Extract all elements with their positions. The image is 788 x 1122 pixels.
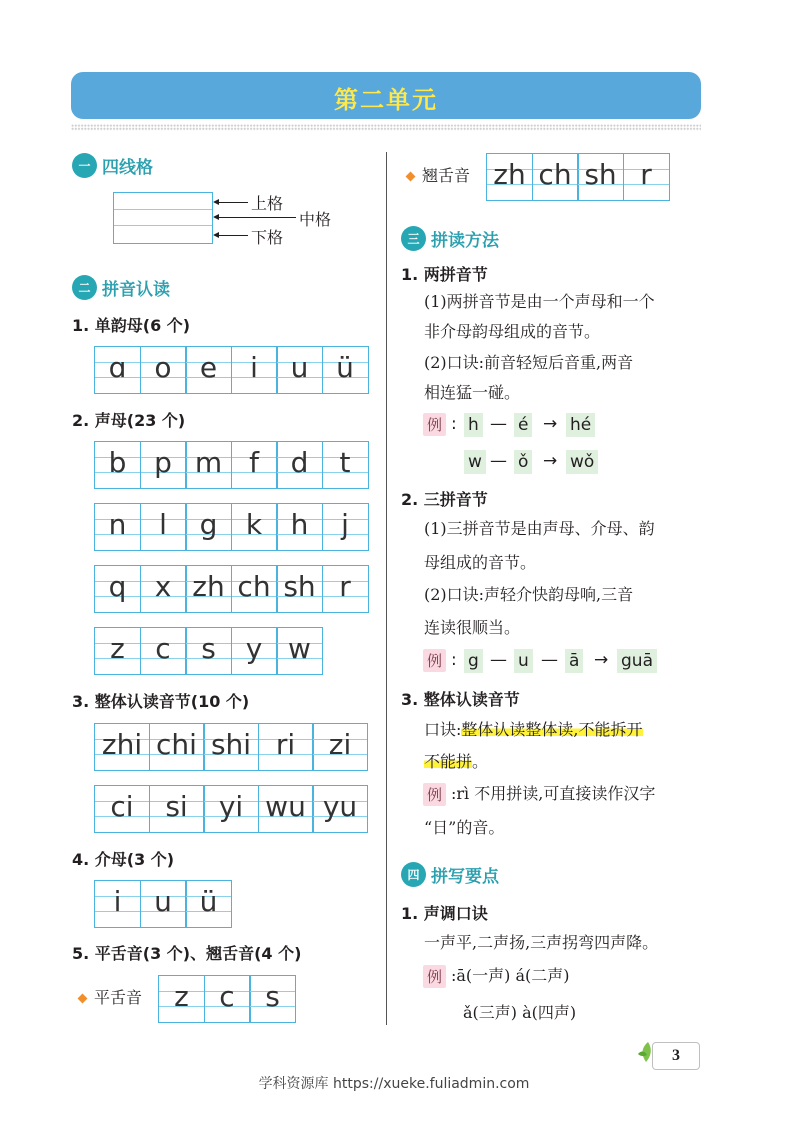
letter-cell: t xyxy=(322,441,369,489)
section-4-heading xyxy=(401,862,499,887)
letter-cell: j xyxy=(322,503,369,551)
letter-cell: i xyxy=(231,346,278,394)
retroflex-row xyxy=(486,153,670,201)
two-part-p2b: 相连猛一碰。 xyxy=(424,383,521,402)
whole-read-rhyme-line1 xyxy=(424,720,643,740)
pinyin-chip: ǒ xyxy=(514,450,532,474)
medials-heading: 4. 介母(3 个) xyxy=(72,850,175,869)
whole-syllables-heading: 3. 整体认读音节(10 个) xyxy=(72,692,250,711)
letter-cell: c xyxy=(204,975,251,1023)
section-1-heading xyxy=(72,153,153,178)
letter-cell: ch xyxy=(532,153,579,201)
letter-cell: b xyxy=(94,441,141,489)
tone-example-2: ǎ(三声) à(四声) xyxy=(463,1003,577,1022)
unit-title: 第二单元 xyxy=(334,86,438,114)
section-4-badge: 四 xyxy=(401,862,426,887)
letter-cell: sh xyxy=(276,565,323,613)
pinyin-chip: g xyxy=(464,649,483,673)
pinyin-dash: — xyxy=(490,414,507,434)
letter-cell: h xyxy=(276,503,323,551)
arrow-lower xyxy=(218,235,248,236)
rhyme-highlight-1: 整体认读整体读,不能拆开 xyxy=(461,720,643,739)
three-part-heading: 2. 三拼音节 xyxy=(401,490,488,509)
syllable-cell: ri xyxy=(258,723,314,771)
label-upper: 上格 xyxy=(251,194,284,213)
rhyme-prefix: 口诀: xyxy=(424,720,462,739)
pinyin-chip: w xyxy=(464,450,486,474)
three-part-p4a: (2)口诀:声轻介快韵母响,三音 xyxy=(424,585,634,604)
letter-cell: o xyxy=(140,346,187,394)
letter-cell: w xyxy=(276,627,323,675)
letter-cell: z xyxy=(94,627,141,675)
arrow-middle xyxy=(218,217,296,218)
three-part-p3b: 母组成的音节。 xyxy=(424,553,537,572)
medials-row xyxy=(94,880,232,928)
section-3-heading xyxy=(401,226,499,251)
initials-row-2 xyxy=(94,503,369,551)
example-colon: : xyxy=(451,414,457,434)
pinyin-dash: — xyxy=(490,650,507,670)
example-tag: 例 xyxy=(423,413,446,436)
letter-cell: zh xyxy=(486,153,533,201)
letter-cell: z xyxy=(158,975,205,1023)
section-3-title: 拼读方法 xyxy=(431,231,499,251)
letter-cell: l xyxy=(140,503,187,551)
letter-cell: ɑ xyxy=(94,346,141,394)
whole-syllables-row-2 xyxy=(94,785,368,833)
letter-cell: zh xyxy=(185,565,232,613)
flat-tongue-row xyxy=(158,975,296,1023)
label-lower: 下格 xyxy=(251,228,284,247)
section-2-badge: 二 xyxy=(72,275,97,300)
vowels-row xyxy=(94,346,369,394)
whole-read-rhyme-line2 xyxy=(424,752,488,772)
letter-cell: r xyxy=(623,153,670,201)
syllable-cell: yu xyxy=(312,785,368,833)
initials-row-4 xyxy=(94,627,323,675)
pinyin-chip: ā xyxy=(565,649,583,673)
syllable-cell: shi xyxy=(203,723,259,771)
tone-heading: 1. 声调口诀 xyxy=(401,904,488,923)
page-number: 3 xyxy=(652,1042,700,1070)
pinyin-arrow: → xyxy=(543,451,558,471)
example-tag: 例 xyxy=(423,649,446,672)
whole-read-heading: 3. 整体认读音节 xyxy=(401,690,520,709)
letter-cell: n xyxy=(94,503,141,551)
flat-tongue-label: 平舌音 xyxy=(94,988,143,1007)
syllable-cell: wu xyxy=(258,785,314,833)
example-tag: 例 xyxy=(423,783,446,806)
whole-syllables-row-1 xyxy=(94,723,368,771)
syllable-cell: zhi xyxy=(94,723,150,771)
letter-cell: g xyxy=(185,503,232,551)
pinyin-arrow: → xyxy=(594,650,609,670)
example-colon: : xyxy=(451,650,457,670)
unit-banner xyxy=(71,72,701,119)
initials-row-3 xyxy=(94,565,369,613)
letter-cell: u xyxy=(276,346,323,394)
example-tag: 例 xyxy=(423,965,446,988)
syllable-cell: yi xyxy=(203,785,259,833)
three-part-p3a: (1)三拼音节是由声母、介母、韵 xyxy=(424,519,655,538)
flat-retro-heading: 5. 平舌音(3 个)、翘舌音(4 个) xyxy=(72,944,302,963)
arrow-upper xyxy=(218,202,248,203)
pinyin-chip: u xyxy=(514,649,533,673)
letter-cell: p xyxy=(140,441,187,489)
letter-cell: x xyxy=(140,565,187,613)
letter-cell: r xyxy=(322,565,369,613)
label-middle: 中格 xyxy=(299,210,332,229)
letter-cell: ch xyxy=(231,565,278,613)
pinyin-arrow: → xyxy=(543,414,558,434)
syllable-cell: chi xyxy=(149,723,205,771)
pinyin-chip: guā xyxy=(617,649,657,673)
letter-cell: d xyxy=(276,441,323,489)
letter-cell: c xyxy=(140,627,187,675)
four-line-grid xyxy=(113,192,213,244)
dotted-divider xyxy=(71,124,701,131)
initials-row-1 xyxy=(94,441,369,489)
section-4-title: 拼写要点 xyxy=(431,867,499,887)
letter-cell: y xyxy=(231,627,278,675)
rhyme-highlight-2: 不能拼 xyxy=(424,752,473,771)
letter-cell: sh xyxy=(577,153,624,201)
letter-cell: q xyxy=(94,565,141,613)
pinyin-chip: é xyxy=(514,413,532,437)
initials-heading: 2. 声母(23 个) xyxy=(72,411,186,430)
three-part-p4b: 连读很顺当。 xyxy=(424,618,521,637)
tone-rhyme: 一声平,二声扬,三声拐弯四声降。 xyxy=(424,933,659,952)
letter-cell: u xyxy=(140,880,187,928)
retroflex-label: 翘舌音 xyxy=(422,166,471,185)
section-3-badge: 三 xyxy=(401,226,426,251)
pinyin-dash: — xyxy=(490,451,507,471)
section-1-title: 四线格 xyxy=(102,158,153,178)
letter-cell: ü xyxy=(322,346,369,394)
two-part-p1a: (1)两拼音节是由一个声母和一个 xyxy=(424,292,655,311)
pinyin-chip: hé xyxy=(566,413,595,437)
section-2-heading xyxy=(72,275,170,300)
bullet-diamond-icon xyxy=(78,994,88,1004)
letter-cell: e xyxy=(185,346,232,394)
letter-cell: m xyxy=(185,441,232,489)
whole-read-example-b: “日”的音。 xyxy=(424,818,505,837)
letter-cell: s xyxy=(185,627,232,675)
pinyin-chip: wǒ xyxy=(566,450,598,474)
two-part-p1b: 非介母韵母组成的音节。 xyxy=(424,322,601,341)
letter-cell: k xyxy=(231,503,278,551)
syllable-cell: si xyxy=(149,785,205,833)
section-1-badge: 一 xyxy=(72,153,97,178)
two-part-p2a: (2)口诀:前音轻短后音重,两音 xyxy=(424,353,634,372)
vowels-heading: 1. 单韵母(6 个) xyxy=(72,316,191,335)
bullet-diamond-icon xyxy=(406,172,416,182)
two-part-heading: 1. 两拼音节 xyxy=(401,265,488,284)
tone-example-1: :ā(一声) á(二声) xyxy=(451,966,570,985)
pinyin-chip: h xyxy=(464,413,483,437)
rhyme-end: 。 xyxy=(472,752,489,771)
letter-cell: f xyxy=(231,441,278,489)
syllable-cell: ci xyxy=(94,785,150,833)
whole-read-example-a: :rì 不用拼读,可直接读作汉字 xyxy=(451,784,656,803)
column-divider xyxy=(386,152,387,1025)
syllable-cell: zi xyxy=(312,723,368,771)
footer-text: 学科资源库 https://xueke.fuliadmin.com xyxy=(258,1076,530,1092)
letter-cell: i xyxy=(94,880,141,928)
section-2-title: 拼音认读 xyxy=(102,280,170,300)
pinyin-dash: — xyxy=(541,650,558,670)
letter-cell: ü xyxy=(185,880,232,928)
letter-cell: s xyxy=(249,975,296,1023)
